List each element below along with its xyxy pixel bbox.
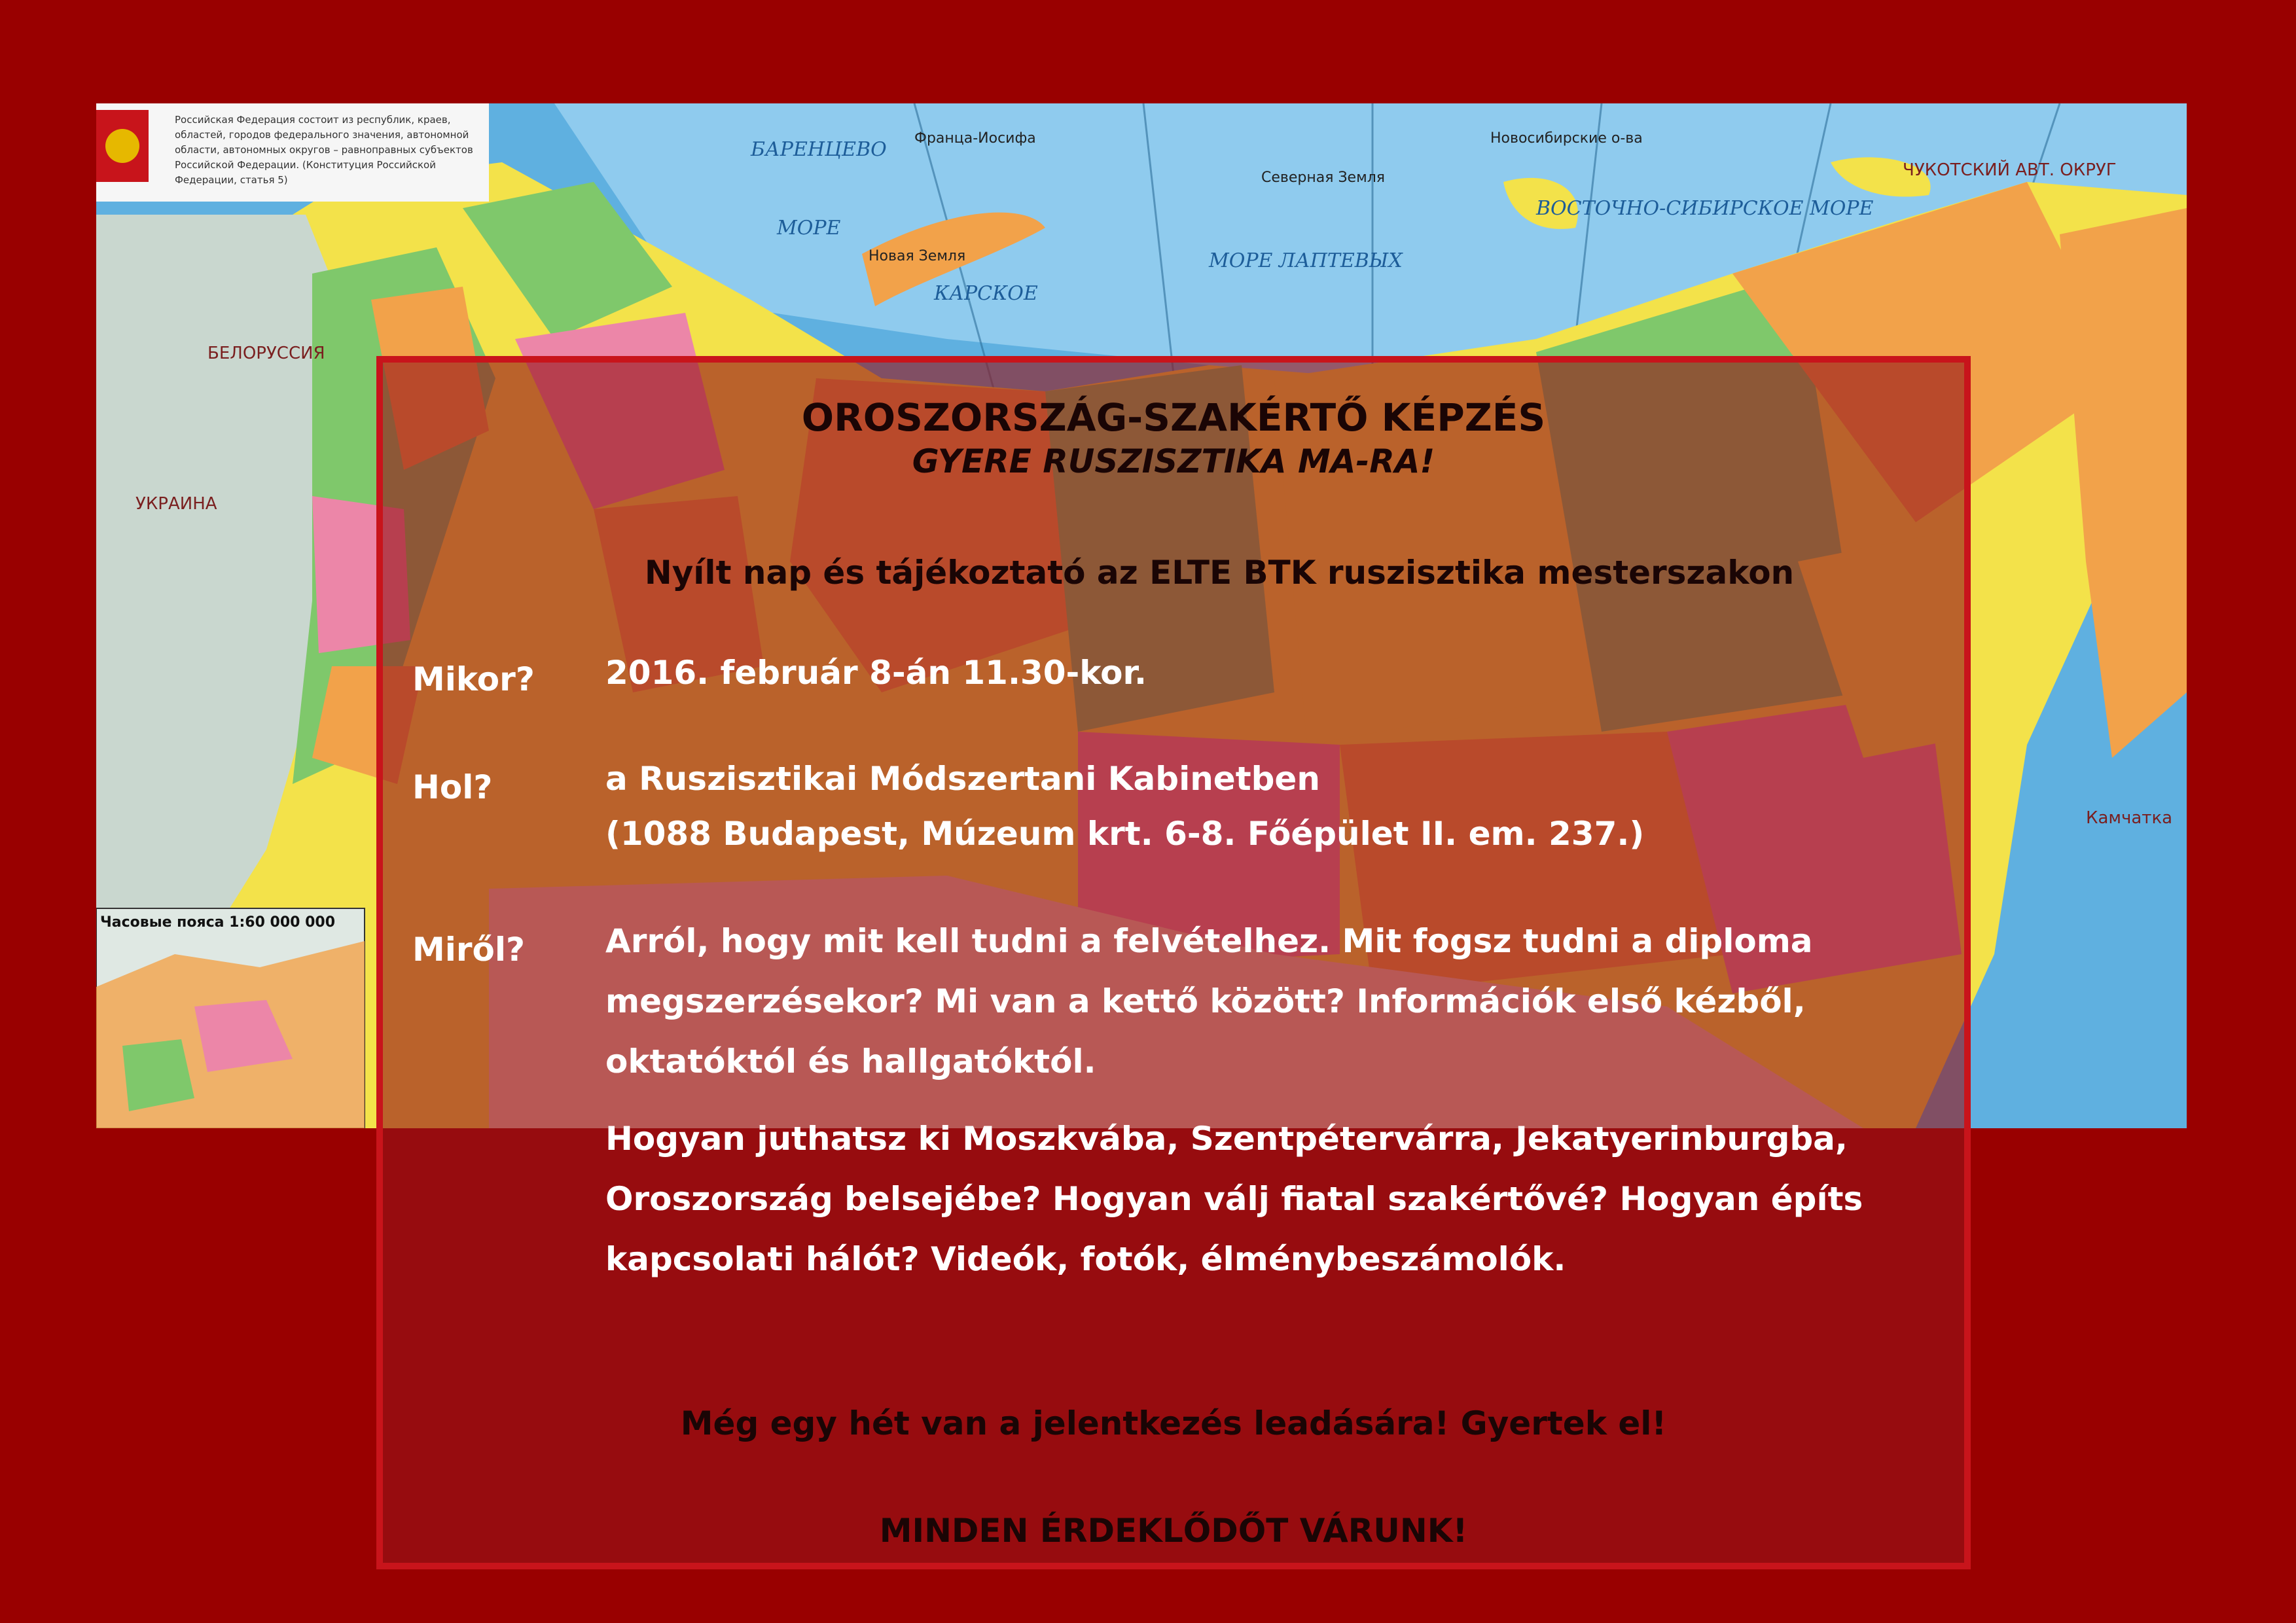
coat-of-arms-icon [105, 129, 139, 163]
event-notice-panel [376, 356, 1971, 1569]
island-label-franz-josef: Франца-Иосифа [914, 130, 1036, 147]
notice-title: OROSZORSZÁG-SZAKÉRTŐ KÉPZÉS [801, 395, 1546, 440]
about-text-1: Arról, hogy mit kell tudni a felvételhez. Mit fogsz tudni a diploma megszerzésekor? Mi van a kettő között? Információk első kézből, oktatóktól és hallgatóktól. [605, 922, 1813, 1080]
map-legend-text: Российская Федерация состоит из республик, краев, областей, городов федерального значения, автономной области, автономных округов – равноправных субъектов Российской Федерации. (Конституция Российской Федерации, статья 5) [175, 114, 473, 186]
notice-subtitle: GYERE RUSZISZTIKA MA-RA! [912, 442, 1435, 480]
island-label-novaya-zemlya: Новая Земля [869, 248, 966, 264]
where-value [605, 751, 1928, 861]
sea-label-more: МОРЕ [777, 217, 841, 240]
island-label-severnaya-zemlya: Северная Земля [1261, 169, 1385, 186]
welcome-note: MINDEN ÉRDEKLŐDŐT VÁRUNK! [879, 1512, 1468, 1550]
when-label: Mikor? [412, 660, 535, 698]
island-label-novosibirsk: Новосибирские о-ва [1490, 130, 1643, 147]
region-label-chukotka: ЧУКОТСКИЙ АВТ. ОКРУГ [1903, 160, 2117, 180]
where-line-2: (1088 Budapest, Múzeum krt. 6-8. Főépület II. em. 237.) [605, 815, 1645, 853]
sea-label-barents: БАРЕНЦЕВО [751, 138, 887, 161]
region-label-belarus: БЕЛОРУССИЯ [207, 344, 325, 363]
about-label: Miről? [412, 931, 526, 969]
where-label: Hol? [412, 768, 493, 806]
where-line-1: a Ruszisztikai Módszertani Kabinetben [605, 760, 1320, 798]
region-label-kamchatka: Камчатка [2086, 808, 2173, 828]
sea-label-kara: КАРСКОЕ [934, 282, 1038, 305]
about-text-2: Hogyan juthatsz ki Moszkvába, Szentpétervárra, Jekatyerinburgba, Oroszország belsejébe? Hogyan válj fiatal szakértővé? Hogyan építs kapcsolati hálót? Videók, fotók, élménybeszámolók. [605, 1120, 1863, 1278]
sea-label-laptev: МОРЕ ЛАПТЕВЫХ [1209, 249, 1403, 272]
deadline-note: Még egy hét van a jelentkezés leadására! Gyertek el! [680, 1404, 1667, 1442]
when-value: 2016. február 8-án 11.30-kor. [605, 654, 1147, 692]
region-label-ukraine: УКРАИНА [135, 494, 217, 514]
notice-intro: Nyílt nap és tájékoztató az ELTE BTK ruszisztika mesterszakon [644, 554, 1795, 592]
inset-label: Часовые пояса 1:60 000 000 [100, 914, 336, 931]
sea-label-east-siberian: ВОСТОЧНО-СИБИРСКОЕ МОРЕ [1536, 197, 1874, 220]
